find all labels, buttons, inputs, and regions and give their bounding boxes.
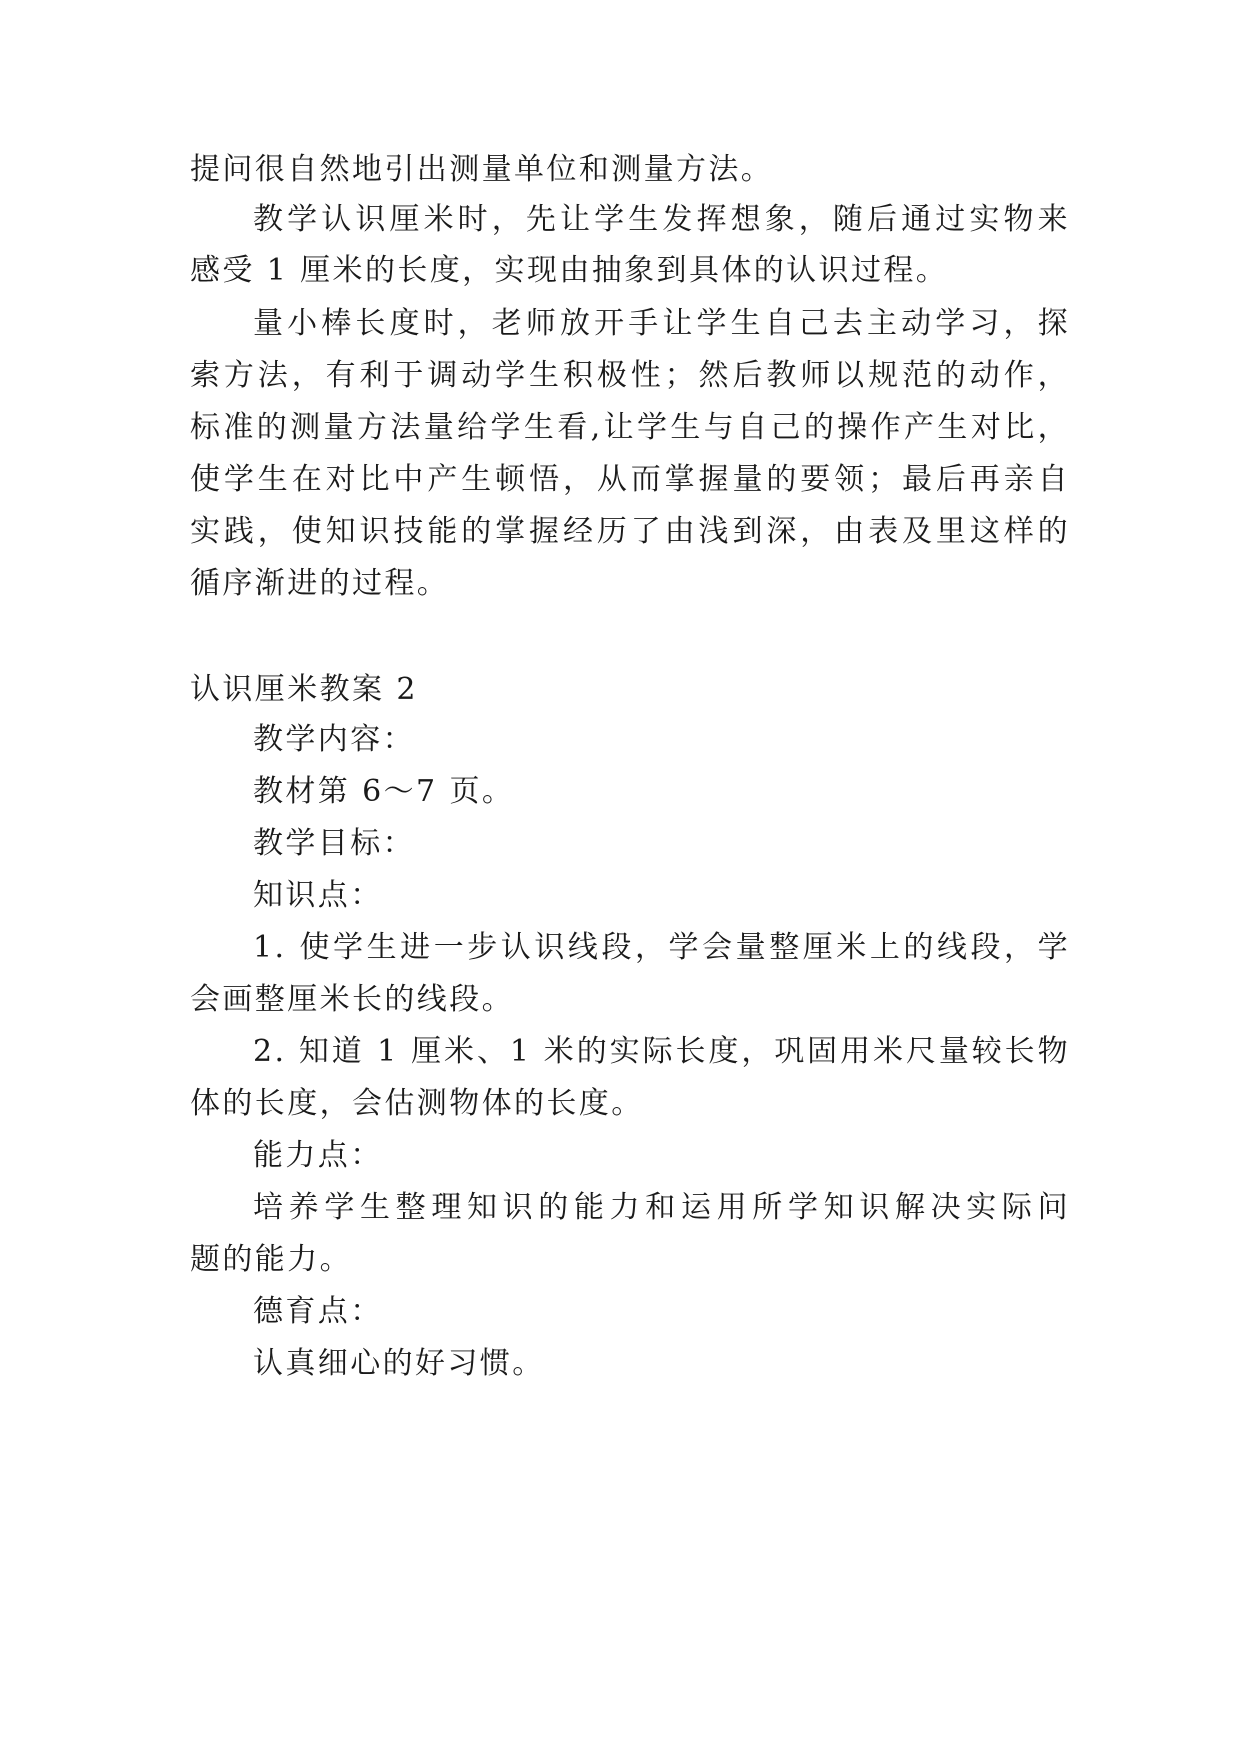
paragraph-line: 索方法，有利于调动学生积极性；然后教师以规范的动作， xyxy=(190,358,1070,393)
paragraph-line: 题的能力。 xyxy=(190,1242,352,1277)
paragraph-line: 1. 使学生进一步认识线段，学会量整厘米上的线段，学 xyxy=(253,930,1070,965)
paragraph-line: 教学内容： xyxy=(253,722,415,757)
paragraph-line: 德育点： xyxy=(253,1294,383,1329)
paragraph-line: 知识点： xyxy=(253,878,383,913)
paragraph-line: 量小棒长度时，老师放开手让学生自己去主动学习，探 xyxy=(253,306,1070,341)
paragraph-line: 使学生在对比中产生顿悟，从而掌握量的要领；最后再亲自 xyxy=(190,462,1070,497)
paragraph-line: 能力点： xyxy=(253,1138,383,1173)
paragraph-line: 会画整厘米长的线段。 xyxy=(190,982,514,1017)
paragraph-line: 循序渐进的过程。 xyxy=(190,566,450,601)
paragraph-line: 教学目标： xyxy=(253,826,415,861)
paragraph-line: 感受 1 厘米的长度，实现由抽象到具体的认识过程。 xyxy=(190,253,949,288)
section-title: 认识厘米教案 2 xyxy=(190,672,418,707)
paragraph-line: 实践，使知识技能的掌握经历了由浅到深，由表及里这样的 xyxy=(190,514,1070,549)
paragraph-line: 培养学生整理知识的能力和运用所学知识解决实际问 xyxy=(253,1190,1070,1225)
paragraph-line: 体的长度，会估测物体的长度。 xyxy=(190,1086,644,1121)
paragraph-line: 提问很自然地引出测量单位和测量方法。 xyxy=(190,152,774,187)
paragraph-line: 认真细心的好习惯。 xyxy=(253,1346,545,1381)
paragraph-line: 标准的测量方法量给学生看,让学生与自己的操作产生对比， xyxy=(190,410,1070,445)
paragraph-line: 2. 知道 1 厘米、1 米的实际长度，巩固用米尺量较长物 xyxy=(253,1034,1070,1069)
paragraph-line: 教材第 6～7 页。 xyxy=(253,774,515,809)
paragraph-line: 教学认识厘米时，先让学生发挥想象，随后通过实物来 xyxy=(253,202,1070,237)
